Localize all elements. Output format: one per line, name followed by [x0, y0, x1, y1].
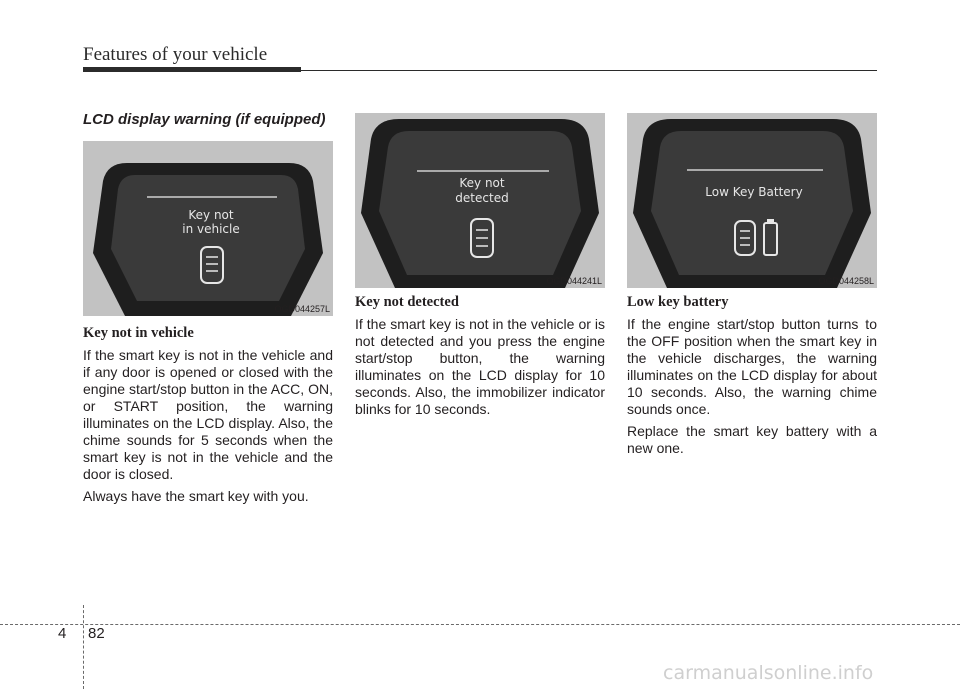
lcd-text-line-1: Key not	[188, 208, 234, 222]
lcd-text-line-1: Low Key Battery	[705, 185, 803, 199]
figure-code: OGD044241L	[546, 276, 602, 286]
column-low-key-battery	[627, 294, 877, 462]
lcd-text-line-1: Key not	[459, 176, 505, 190]
column-key-not-in-vehicle	[83, 325, 333, 510]
header-rule-thick	[83, 67, 301, 72]
paragraph: Always have the smart key with you.	[83, 488, 309, 504]
header-rule-thin	[301, 70, 877, 71]
paragraph: Replace the smart key battery with a new one.	[627, 423, 877, 456]
lcd-display-illustration	[627, 113, 877, 288]
lcd-display-illustration	[83, 141, 333, 316]
page-header-title: Features of your vehicle	[83, 44, 268, 65]
lcd-display-illustration	[355, 113, 605, 288]
paragraph: If the smart key is not in the vehicle or is not detected and you press the engine start/stop button, the warning illuminates on the LCD display for 10 seconds. Also, the immobilizer indicator blinks for 10 seconds.	[355, 316, 605, 417]
paragraph: If the engine start/stop button turns to the OFF position when the smart key in the vehicle discharges, the warning illuminates on the LCD display for about 10 seconds. Also, the warning chime sounds once.	[627, 316, 877, 417]
footer-dashed-rule	[0, 624, 960, 625]
footer-dashed-divider	[83, 605, 84, 689]
page-chapter-number: 4	[58, 625, 67, 642]
figure-low-key-battery	[627, 113, 877, 288]
paragraph: If the smart key is not in the vehicle and if any door is opened or closed with the engine start/stop button in the ACC, ON, or START position, the warning illuminates on the LCD display. Also, the chime sounds for 5 seconds when the smart key is not in the vehicle and the door is closed.	[83, 347, 333, 482]
subheading: Key not detected	[355, 294, 459, 310]
column-key-not-detected	[355, 294, 605, 423]
lcd-text-line-2: in vehicle	[182, 222, 240, 236]
subheading: Low key battery	[627, 294, 729, 310]
section-heading: LCD display warning (if equipped)	[83, 111, 326, 128]
figure-key-not-in-vehicle	[83, 141, 333, 316]
figure-code: OGD044257L	[274, 304, 330, 314]
watermark: carmanualsonline.info	[663, 662, 874, 684]
lcd-text-line-2: detected	[455, 191, 509, 205]
figure-key-not-detected	[355, 113, 605, 288]
page-number: 82	[88, 625, 105, 642]
subheading: Key not in vehicle	[83, 325, 194, 341]
figure-code: OGD044258L	[818, 276, 874, 286]
